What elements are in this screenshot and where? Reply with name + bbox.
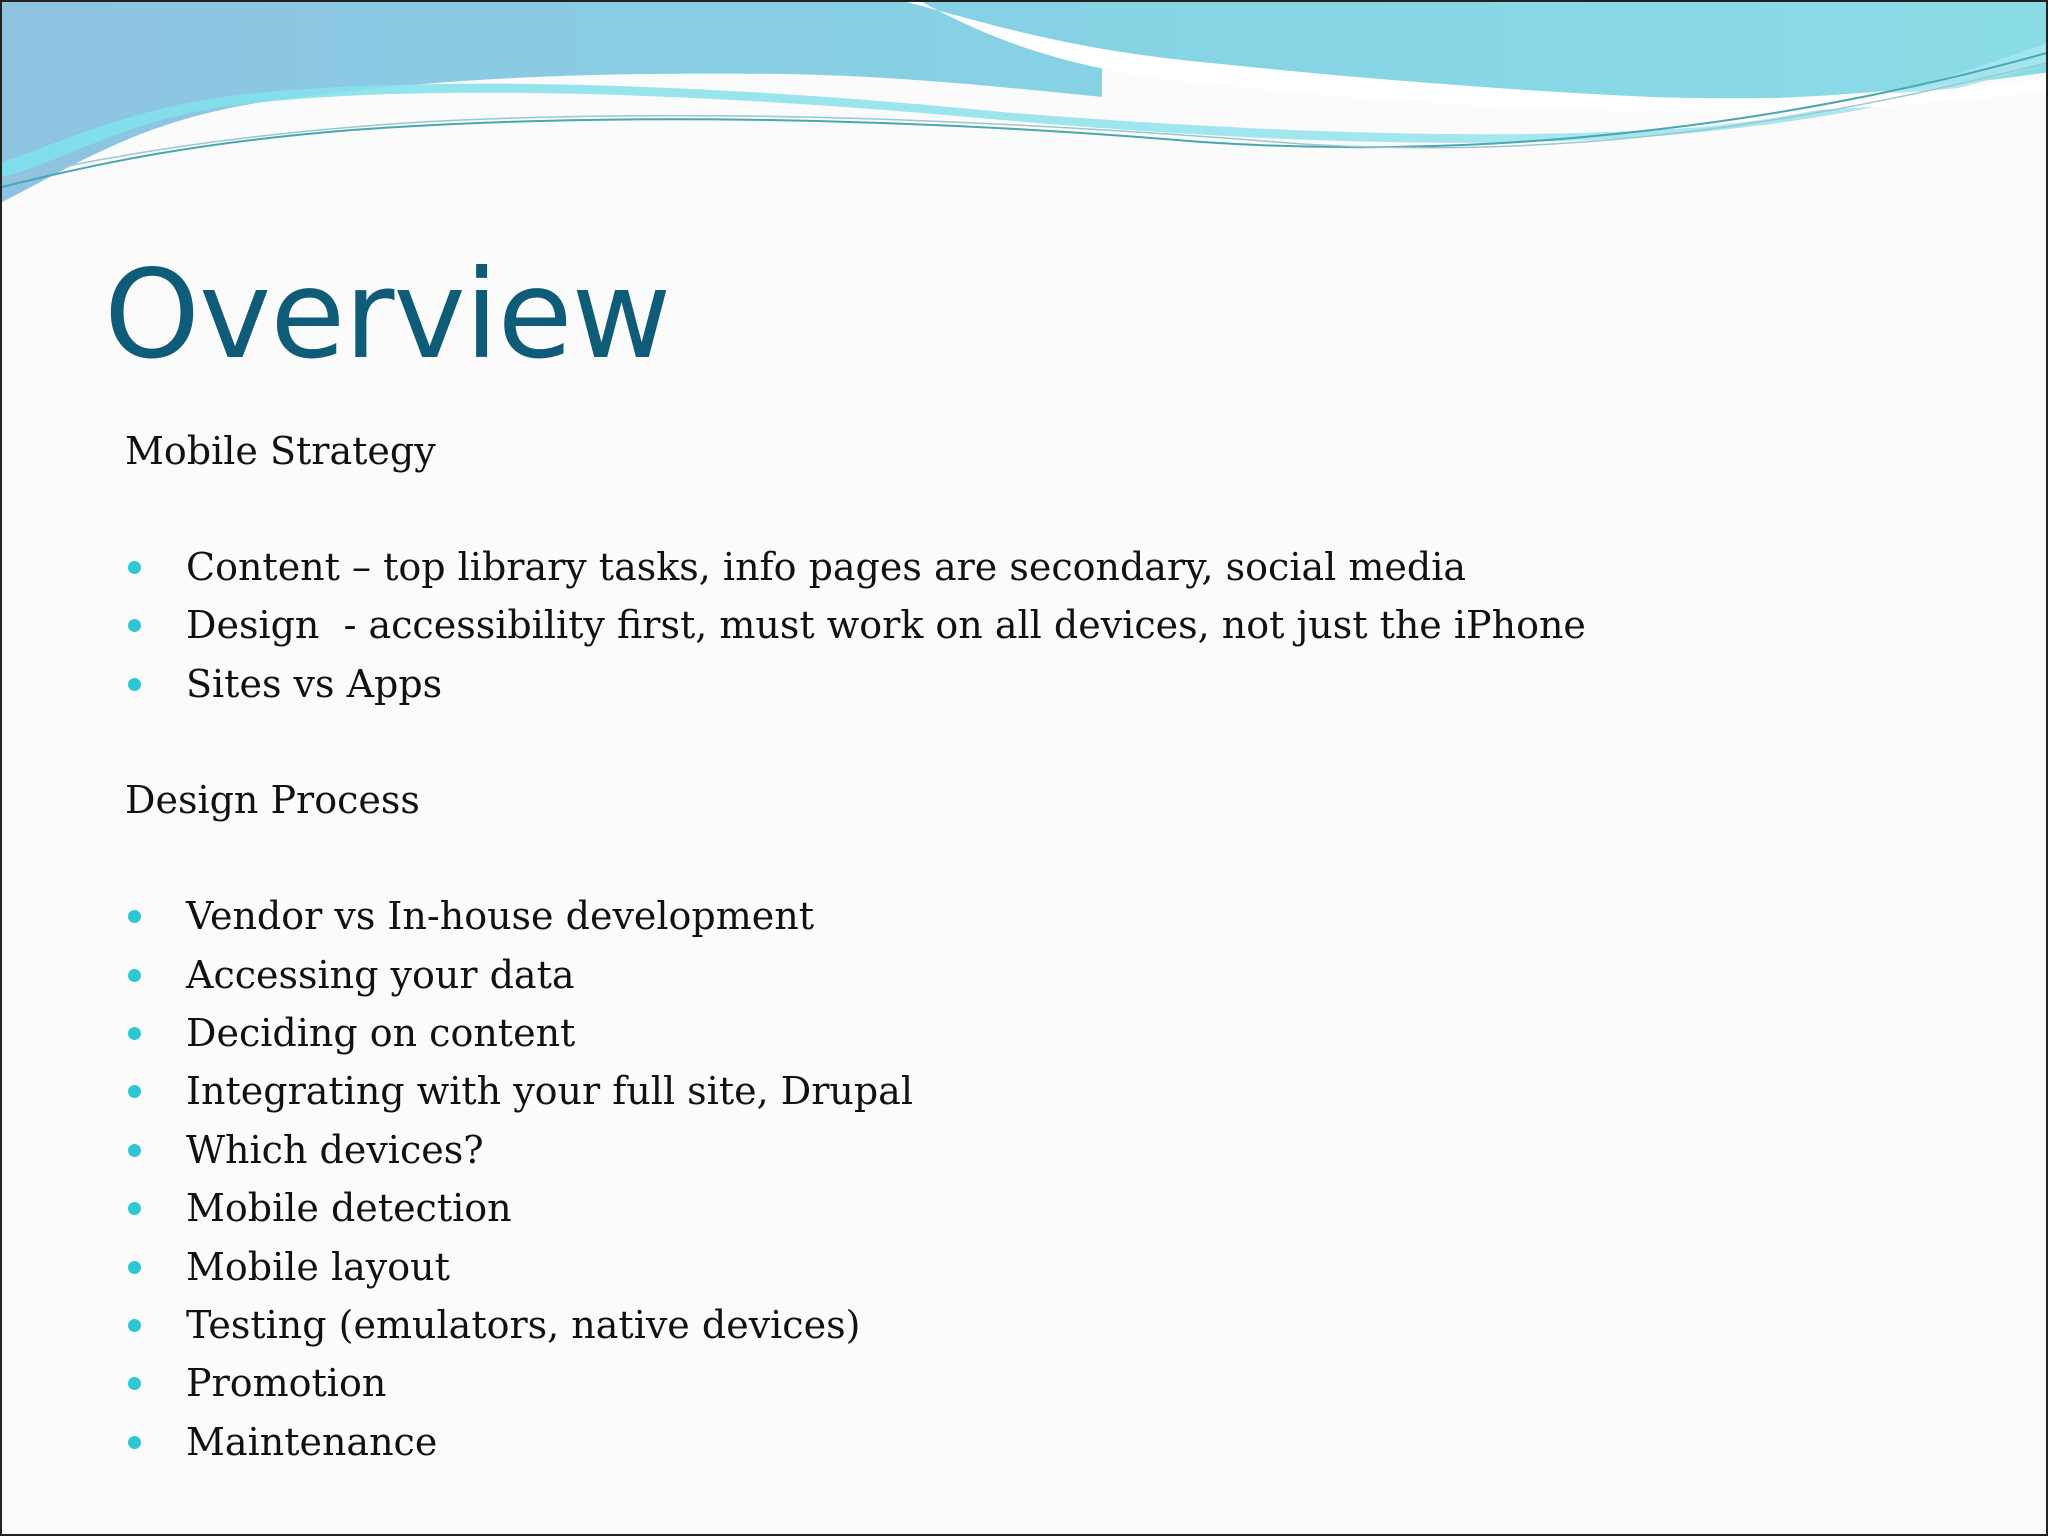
bullet-item xyxy=(125,1354,1975,1412)
bullet-list xyxy=(125,538,1975,713)
bullet-item xyxy=(125,1296,1975,1354)
bullet-dot-icon xyxy=(128,1377,141,1390)
bullet-text: Which devices? xyxy=(186,1127,484,1172)
bullet-dot-icon xyxy=(128,1144,141,1157)
bullet-item xyxy=(125,538,1975,596)
bullet-text: Testing (emulators, native devices) xyxy=(186,1302,861,1347)
bullet-item xyxy=(125,1062,1975,1120)
bullet-item xyxy=(125,1413,1975,1471)
section-mobile-strategy xyxy=(125,422,1975,713)
bullet-item xyxy=(125,1121,1975,1179)
bullet-dot-icon xyxy=(128,1319,141,1332)
bullet-item xyxy=(125,596,1975,654)
bullet-text: Sites vs Apps xyxy=(186,661,443,706)
bullet-text: Accessing your data xyxy=(186,952,575,997)
section-heading: Mobile Strategy xyxy=(125,429,436,473)
bullet-text: Mobile layout xyxy=(186,1244,450,1289)
bullet-text: Design - accessibility first, must work on all devices, not just the iPhone xyxy=(186,603,1586,648)
header-wave-decoration xyxy=(2,2,2048,262)
bullet-text: Integrating with your full site, Drupal xyxy=(186,1069,913,1114)
bullet-dot-icon xyxy=(128,910,141,923)
bullet-dot-icon xyxy=(128,619,141,632)
bullet-dot-icon xyxy=(128,1436,141,1449)
bullet-text: Promotion xyxy=(186,1361,387,1406)
bullet-dot-icon xyxy=(128,1202,141,1215)
bullet-dot-icon xyxy=(128,969,141,982)
bullet-text: Maintenance xyxy=(186,1419,438,1464)
bullet-text: Vendor vs In-house development xyxy=(186,894,815,939)
bullet-item xyxy=(125,1238,1975,1296)
bullet-item xyxy=(125,887,1975,945)
bullet-item xyxy=(125,1004,1975,1062)
bullet-text: Content – top library tasks, info pages are secondary, social media xyxy=(186,545,1467,589)
slide-title: Overview xyxy=(104,244,671,386)
bullet-item xyxy=(125,1179,1975,1237)
bullet-dot-icon xyxy=(128,678,141,691)
bullet-text: Deciding on content xyxy=(186,1010,576,1055)
section-design-process xyxy=(125,771,1975,1471)
slide-body xyxy=(125,422,1975,1471)
bullet-item xyxy=(125,655,1975,713)
bullet-dot-icon xyxy=(128,1085,141,1098)
bullet-list xyxy=(125,887,1975,1471)
bullet-dot-icon xyxy=(128,561,141,574)
bullet-text: Mobile detection xyxy=(186,1186,512,1231)
bullet-dot-icon xyxy=(128,1261,141,1274)
section-heading: Design Process xyxy=(125,778,420,823)
bullet-item xyxy=(125,946,1975,1004)
bullet-dot-icon xyxy=(128,1027,141,1040)
